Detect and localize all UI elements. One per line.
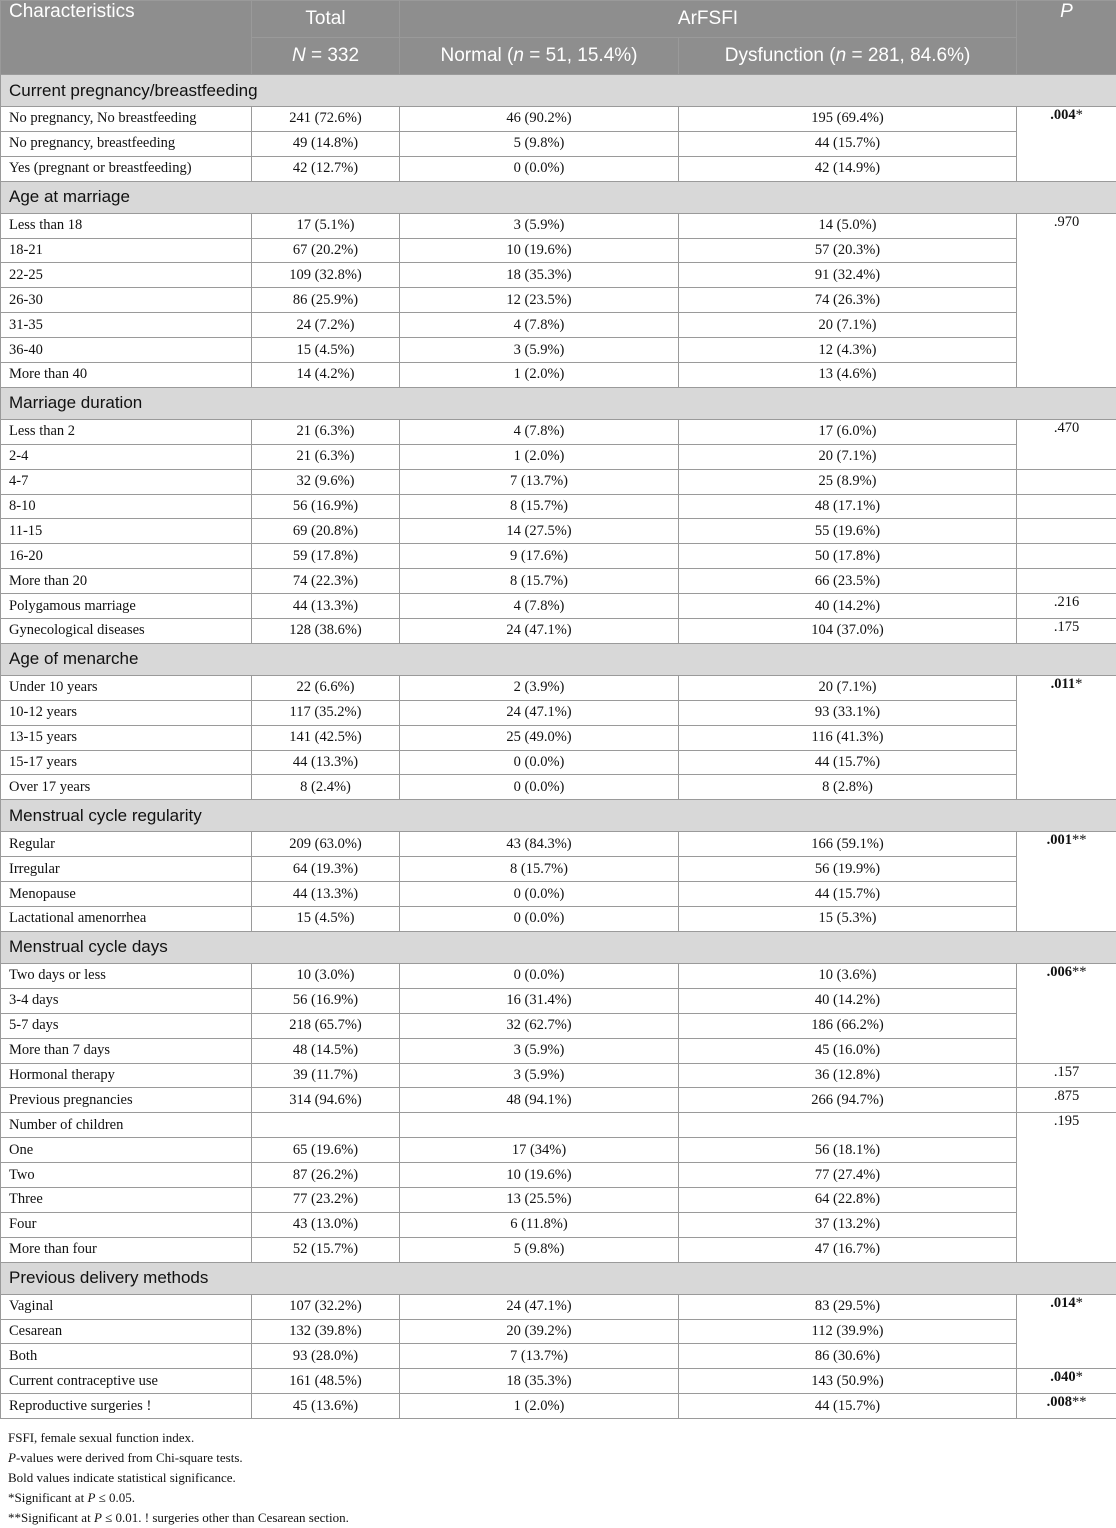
cell-normal: 0 (0.0%) (400, 775, 679, 800)
table-row (1, 238, 1116, 263)
cell-total: 56 (16.9%) (252, 988, 400, 1013)
cell-dysfunction: 77 (27.4%) (679, 1163, 1017, 1188)
row-label: Under 10 years (1, 675, 252, 700)
cell-p-value: .175 (1017, 619, 1116, 644)
row-label: 5-7 days (1, 1013, 252, 1038)
row-label: Less than 2 (1, 419, 252, 444)
row-label: 10-12 years (1, 700, 252, 725)
table-row (1, 363, 1116, 388)
row-label: 26-30 (1, 288, 252, 313)
cell-normal: 3 (5.9%) (400, 213, 679, 238)
cell-dysfunction: 56 (18.1%) (679, 1138, 1017, 1163)
header-dysfunction: Dysfunction (n = 281, 84.6%) (679, 38, 1017, 75)
cell-dysfunction: 40 (14.2%) (679, 594, 1017, 619)
cell-dysfunction: 47 (16.7%) (679, 1237, 1017, 1262)
table-row (1, 857, 1116, 882)
cell-normal: 9 (17.6%) (400, 544, 679, 569)
cell-dysfunction: 20 (7.1%) (679, 444, 1017, 469)
table-row (1, 1088, 1116, 1113)
row-label: Previous pregnancies (1, 1088, 252, 1113)
cell-total: 74 (22.3%) (252, 569, 400, 594)
cell-total: 128 (38.6%) (252, 619, 400, 644)
row-label: Regular (1, 832, 252, 857)
cell-p-value: .470 (1017, 419, 1116, 469)
cell-p-value: .006** (1017, 963, 1116, 1063)
cell-total: 161 (48.5%) (252, 1369, 400, 1394)
cell-dysfunction: 64 (22.8%) (679, 1187, 1017, 1212)
cell-total: 117 (35.2%) (252, 700, 400, 725)
row-label: 2-4 (1, 444, 252, 469)
cell-dysfunction: 195 (69.4%) (679, 107, 1017, 132)
table-row (1, 832, 1116, 857)
cell-total: 107 (32.2%) (252, 1294, 400, 1319)
cell-normal: 18 (35.3%) (400, 1369, 679, 1394)
cell-p-value (1017, 569, 1116, 594)
cell-total: 86 (25.9%) (252, 288, 400, 313)
cell-normal: 13 (25.5%) (400, 1187, 679, 1212)
table-row (1, 131, 1116, 156)
cell-total: 45 (13.6%) (252, 1394, 400, 1419)
table-row (1, 1013, 1116, 1038)
cell-p-value: .195 (1017, 1113, 1116, 1262)
section-label: Previous delivery methods (1, 1262, 1116, 1294)
row-label: 18-21 (1, 238, 252, 263)
table-row (1, 1344, 1116, 1369)
section-row (1, 643, 1116, 675)
cell-dysfunction: 83 (29.5%) (679, 1294, 1017, 1319)
table-row (1, 1369, 1116, 1394)
cell-total: 14 (4.2%) (252, 363, 400, 388)
cell-total: 241 (72.6%) (252, 107, 400, 132)
cell-dysfunction: 25 (8.9%) (679, 469, 1017, 494)
cell-total: 52 (15.7%) (252, 1237, 400, 1262)
table-row (1, 1212, 1116, 1237)
cell-normal: 6 (11.8%) (400, 1212, 679, 1237)
cell-dysfunction: 12 (4.3%) (679, 338, 1017, 363)
cell-p-value (1017, 494, 1116, 519)
cell-normal: 3 (5.9%) (400, 338, 679, 363)
footnotes (8, 1428, 349, 1528)
cell-normal: 17 (34%) (400, 1138, 679, 1163)
cell-normal: 18 (35.3%) (400, 263, 679, 288)
row-label: No pregnancy, No breastfeeding (1, 107, 252, 132)
cell-dysfunction: 44 (15.7%) (679, 882, 1017, 907)
cell-total: 77 (23.2%) (252, 1187, 400, 1212)
section-label: Current pregnancy/breastfeeding (1, 75, 1116, 107)
row-label: 13-15 years (1, 725, 252, 750)
row-label: Less than 18 (1, 213, 252, 238)
cell-dysfunction: 66 (23.5%) (679, 569, 1017, 594)
cell-dysfunction: 10 (3.6%) (679, 963, 1017, 988)
footnote-bold: Bold values indicate statistical significance. (8, 1468, 349, 1488)
cell-total: 93 (28.0%) (252, 1344, 400, 1369)
cell-dysfunction: 74 (26.3%) (679, 288, 1017, 313)
row-label: Reproductive surgeries ! (1, 1394, 252, 1419)
cell-normal: 1 (2.0%) (400, 363, 679, 388)
cell-total (252, 1113, 400, 1138)
cell-normal: 10 (19.6%) (400, 1163, 679, 1188)
cell-normal: 5 (9.8%) (400, 1237, 679, 1262)
section-label: Menstrual cycle regularity (1, 800, 1116, 832)
cell-dysfunction: 93 (33.1%) (679, 700, 1017, 725)
cell-dysfunction: 116 (41.3%) (679, 725, 1017, 750)
cell-dysfunction: 266 (94.7%) (679, 1088, 1017, 1113)
cell-dysfunction: 56 (19.9%) (679, 857, 1017, 882)
cell-dysfunction: 44 (15.7%) (679, 1394, 1017, 1419)
cell-dysfunction: 91 (32.4%) (679, 263, 1017, 288)
cell-p-value: .875 (1017, 1088, 1116, 1113)
cell-normal: 14 (27.5%) (400, 519, 679, 544)
table-row (1, 519, 1116, 544)
cell-normal: 1 (2.0%) (400, 444, 679, 469)
cell-dysfunction: 42 (14.9%) (679, 156, 1017, 181)
row-label: Lactational amenorrhea (1, 907, 252, 932)
cell-total: 59 (17.8%) (252, 544, 400, 569)
cell-normal: 43 (84.3%) (400, 832, 679, 857)
table-row (1, 1187, 1116, 1212)
cell-total: 21 (6.3%) (252, 419, 400, 444)
cell-normal: 24 (47.1%) (400, 619, 679, 644)
table-row (1, 288, 1116, 313)
cell-dysfunction: 13 (4.6%) (679, 363, 1017, 388)
row-label: 22-25 (1, 263, 252, 288)
table-row (1, 544, 1116, 569)
cell-normal: 8 (15.7%) (400, 494, 679, 519)
cell-normal: 2 (3.9%) (400, 675, 679, 700)
table-row (1, 988, 1116, 1013)
cell-normal: 7 (13.7%) (400, 469, 679, 494)
row-label: Polygamous marriage (1, 594, 252, 619)
section-label: Age of menarche (1, 643, 1116, 675)
section-row (1, 1262, 1116, 1294)
row-label: Cesarean (1, 1319, 252, 1344)
cell-normal: 3 (5.9%) (400, 1038, 679, 1063)
cell-dysfunction: 166 (59.1%) (679, 832, 1017, 857)
cell-dysfunction: 44 (15.7%) (679, 131, 1017, 156)
cell-total: 22 (6.6%) (252, 675, 400, 700)
cell-dysfunction (679, 1113, 1017, 1138)
cell-dysfunction: 50 (17.8%) (679, 544, 1017, 569)
header-normal: Normal (n = 51, 15.4%) (400, 38, 679, 75)
cell-normal: 0 (0.0%) (400, 907, 679, 932)
cell-dysfunction: 48 (17.1%) (679, 494, 1017, 519)
table-row (1, 700, 1116, 725)
row-label: 31-35 (1, 313, 252, 338)
table-row (1, 619, 1116, 644)
table-row (1, 419, 1116, 444)
cell-p-value: .001** (1017, 832, 1116, 932)
cell-p-value (1017, 544, 1116, 569)
table-row (1, 882, 1116, 907)
cell-normal: 5 (9.8%) (400, 131, 679, 156)
footnote-sig01: **Significant at P ≤ 0.01. ! surgeries other than Cesarean section. (8, 1508, 349, 1528)
row-label: Two days or less (1, 963, 252, 988)
cell-normal: 4 (7.8%) (400, 594, 679, 619)
section-label: Menstrual cycle days (1, 931, 1116, 963)
cell-dysfunction: 17 (6.0%) (679, 419, 1017, 444)
row-label: More than four (1, 1237, 252, 1262)
cell-total: 21 (6.3%) (252, 444, 400, 469)
table-row (1, 263, 1116, 288)
cell-dysfunction: 112 (39.9%) (679, 1319, 1017, 1344)
cell-dysfunction: 45 (16.0%) (679, 1038, 1017, 1063)
cell-normal: 24 (47.1%) (400, 1294, 679, 1319)
cell-total: 314 (94.6%) (252, 1088, 400, 1113)
header-characteristics: Characteristics (1, 1, 252, 75)
table-row (1, 156, 1116, 181)
section-row (1, 931, 1116, 963)
footnote-fsfi: FSFI, female sexual function index. (8, 1428, 349, 1448)
cell-dysfunction: 15 (5.3%) (679, 907, 1017, 932)
cell-dysfunction: 8 (2.8%) (679, 775, 1017, 800)
table-row (1, 1163, 1116, 1188)
table-row (1, 494, 1116, 519)
table-row (1, 775, 1116, 800)
cell-dysfunction: 186 (66.2%) (679, 1013, 1017, 1038)
cell-total: 109 (32.8%) (252, 263, 400, 288)
cell-total: 39 (11.7%) (252, 1063, 400, 1088)
table-row (1, 444, 1116, 469)
cell-total: 67 (20.2%) (252, 238, 400, 263)
table-row (1, 313, 1116, 338)
cell-total: 218 (65.7%) (252, 1013, 400, 1038)
cell-total: 44 (13.3%) (252, 594, 400, 619)
cell-dysfunction: 14 (5.0%) (679, 213, 1017, 238)
table-row (1, 1038, 1116, 1063)
table-row (1, 469, 1116, 494)
row-label: 11-15 (1, 519, 252, 544)
row-label: 36-40 (1, 338, 252, 363)
cell-p-value (1017, 469, 1116, 494)
row-label: Current contraceptive use (1, 1369, 252, 1394)
section-label: Marriage duration (1, 387, 1116, 419)
row-label: 4-7 (1, 469, 252, 494)
table-row (1, 594, 1116, 619)
table-row (1, 1063, 1116, 1088)
cell-normal: 16 (31.4%) (400, 988, 679, 1013)
cell-normal: 8 (15.7%) (400, 857, 679, 882)
cell-total: 44 (13.3%) (252, 882, 400, 907)
cell-normal: 12 (23.5%) (400, 288, 679, 313)
cell-total: 15 (4.5%) (252, 907, 400, 932)
row-label: 3-4 days (1, 988, 252, 1013)
cell-normal: 8 (15.7%) (400, 569, 679, 594)
cell-total: 43 (13.0%) (252, 1212, 400, 1237)
cell-total: 32 (9.6%) (252, 469, 400, 494)
cell-total: 15 (4.5%) (252, 338, 400, 363)
cell-dysfunction: 55 (19.6%) (679, 519, 1017, 544)
cell-dysfunction: 40 (14.2%) (679, 988, 1017, 1013)
cell-normal: 1 (2.0%) (400, 1394, 679, 1419)
row-label: One (1, 1138, 252, 1163)
table-row (1, 963, 1116, 988)
row-label: Over 17 years (1, 775, 252, 800)
cell-p-value: .008** (1017, 1394, 1116, 1419)
cell-normal (400, 1113, 679, 1138)
section-row (1, 181, 1116, 213)
row-label: Gynecological diseases (1, 619, 252, 644)
cell-dysfunction: 20 (7.1%) (679, 313, 1017, 338)
header-row-1 (1, 1, 1116, 38)
cell-dysfunction: 37 (13.2%) (679, 1212, 1017, 1237)
cell-dysfunction: 20 (7.1%) (679, 675, 1017, 700)
table-row (1, 1294, 1116, 1319)
cell-total: 132 (39.8%) (252, 1319, 400, 1344)
cell-normal: 24 (47.1%) (400, 700, 679, 725)
cell-normal: 4 (7.8%) (400, 419, 679, 444)
cell-total: 42 (12.7%) (252, 156, 400, 181)
cell-p-value: .014* (1017, 1294, 1116, 1369)
section-label: Age at marriage (1, 181, 1116, 213)
row-label: No pregnancy, breastfeeding (1, 131, 252, 156)
row-label: Two (1, 1163, 252, 1188)
row-label: Three (1, 1187, 252, 1212)
cell-dysfunction: 57 (20.3%) (679, 238, 1017, 263)
cell-normal: 3 (5.9%) (400, 1063, 679, 1088)
row-label: Menopause (1, 882, 252, 907)
row-label: Irregular (1, 857, 252, 882)
table-row (1, 675, 1116, 700)
table-row (1, 1394, 1116, 1419)
cell-p-value: .970 (1017, 213, 1116, 387)
cell-normal: 0 (0.0%) (400, 963, 679, 988)
cell-normal: 4 (7.8%) (400, 313, 679, 338)
cell-p-value (1017, 519, 1116, 544)
row-label: Hormonal therapy (1, 1063, 252, 1088)
cell-total: 56 (16.9%) (252, 494, 400, 519)
cell-dysfunction: 143 (50.9%) (679, 1369, 1017, 1394)
footnote-sig05: *Significant at P ≤ 0.05. (8, 1488, 349, 1508)
section-row (1, 387, 1116, 419)
row-label: Both (1, 1344, 252, 1369)
table-row (1, 1319, 1116, 1344)
table-row (1, 1138, 1116, 1163)
row-label: 16-20 (1, 544, 252, 569)
cell-total: 87 (26.2%) (252, 1163, 400, 1188)
cell-normal: 25 (49.0%) (400, 725, 679, 750)
cell-normal: 0 (0.0%) (400, 882, 679, 907)
cell-p-value: .157 (1017, 1063, 1116, 1088)
table-row (1, 213, 1116, 238)
row-label: More than 40 (1, 363, 252, 388)
table-row (1, 569, 1116, 594)
cell-total: 49 (14.8%) (252, 131, 400, 156)
cell-p-value: .040* (1017, 1369, 1116, 1394)
row-label: More than 7 days (1, 1038, 252, 1063)
row-label: Yes (pregnant or breastfeeding) (1, 156, 252, 181)
footnote-chi-square: P-values were derived from Chi-square tests. (8, 1448, 349, 1468)
cell-normal: 20 (39.2%) (400, 1319, 679, 1344)
cell-total: 10 (3.0%) (252, 963, 400, 988)
section-row (1, 800, 1116, 832)
cell-total: 17 (5.1%) (252, 213, 400, 238)
header-p: P (1017, 1, 1116, 75)
cell-total: 69 (20.8%) (252, 519, 400, 544)
cell-dysfunction: 104 (37.0%) (679, 619, 1017, 644)
table-row (1, 338, 1116, 363)
cell-normal: 46 (90.2%) (400, 107, 679, 132)
cell-total: 24 (7.2%) (252, 313, 400, 338)
row-label: 15-17 years (1, 750, 252, 775)
cell-total: 64 (19.3%) (252, 857, 400, 882)
cell-p-value: .216 (1017, 594, 1116, 619)
cell-normal: 7 (13.7%) (400, 1344, 679, 1369)
cell-normal: 48 (94.1%) (400, 1088, 679, 1113)
row-label: 8-10 (1, 494, 252, 519)
cell-total: 8 (2.4%) (252, 775, 400, 800)
table-row (1, 1237, 1116, 1262)
cell-normal: 10 (19.6%) (400, 238, 679, 263)
cell-total: 65 (19.6%) (252, 1138, 400, 1163)
row-label: Vaginal (1, 1294, 252, 1319)
table-row (1, 907, 1116, 932)
header-arfsfi: ArFSFI (400, 1, 1017, 38)
cell-dysfunction: 44 (15.7%) (679, 750, 1017, 775)
cell-total: 48 (14.5%) (252, 1038, 400, 1063)
row-label: Four (1, 1212, 252, 1237)
cell-normal: 0 (0.0%) (400, 156, 679, 181)
cell-total: 44 (13.3%) (252, 750, 400, 775)
header-total: Total (252, 1, 400, 38)
header-n-total: N = 332 (252, 38, 400, 75)
cell-p-value: .004* (1017, 107, 1116, 182)
cell-p-value: .011* (1017, 675, 1116, 799)
table-row (1, 725, 1116, 750)
cell-normal: 32 (62.7%) (400, 1013, 679, 1038)
table-row (1, 1113, 1116, 1138)
row-label: More than 20 (1, 569, 252, 594)
cell-total: 209 (63.0%) (252, 832, 400, 857)
table-row (1, 750, 1116, 775)
cell-total: 141 (42.5%) (252, 725, 400, 750)
cell-dysfunction: 86 (30.6%) (679, 1344, 1017, 1369)
row-label: Number of children (1, 1113, 252, 1138)
cell-dysfunction: 36 (12.8%) (679, 1063, 1017, 1088)
section-row (1, 75, 1116, 107)
table-row (1, 107, 1116, 132)
cell-normal: 0 (0.0%) (400, 750, 679, 775)
